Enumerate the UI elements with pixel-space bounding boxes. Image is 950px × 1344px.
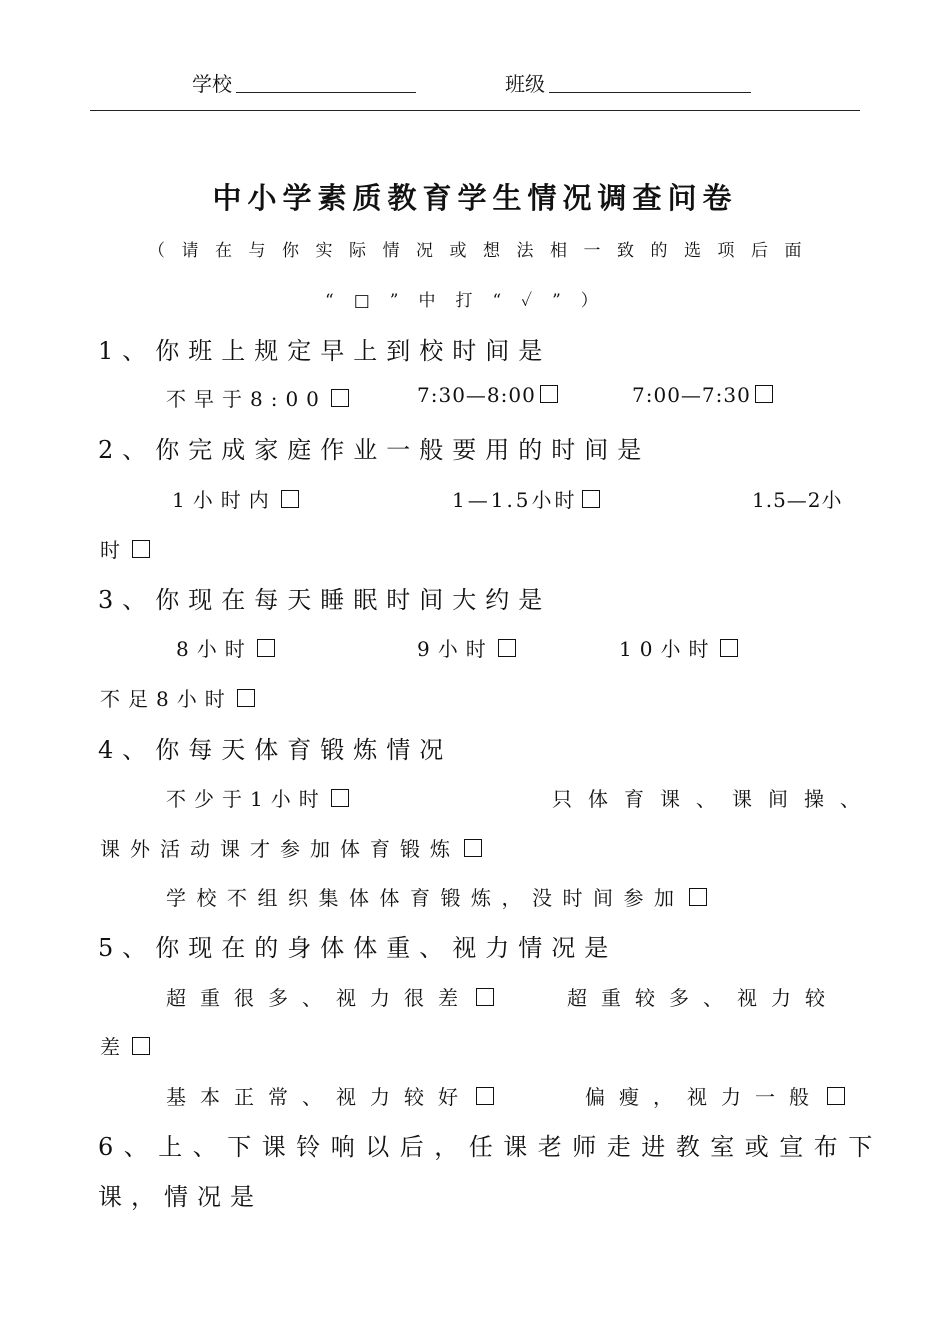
- checkbox[interactable]: [464, 839, 482, 857]
- question-3: 3、你现在每天睡眠时间大约是: [98, 586, 552, 614]
- checkbox[interactable]: [498, 639, 516, 657]
- question-1: 1、你班上规定早上到校时间是: [98, 337, 552, 365]
- question-6: 6、上、下课铃响以后，任课老师走进教室或宣布下: [98, 1133, 883, 1161]
- header-divider: [90, 110, 860, 111]
- option-q3-c[interactable]: 10小时: [619, 633, 738, 662]
- class-blank[interactable]: [549, 92, 751, 93]
- question-5: 5、你现在的身体体重、视力情况是: [98, 934, 618, 962]
- option-q5-d[interactable]: 偏瘦，视力一般: [585, 1081, 845, 1110]
- option-q4-a[interactable]: 不少于1小时: [166, 783, 349, 812]
- page-title: 中小学素质教育学生情况调查问卷: [212, 181, 738, 215]
- option-q5-c[interactable]: 基本正常、视力较好: [166, 1081, 494, 1110]
- checkbox[interactable]: [755, 385, 773, 403]
- school-blank[interactable]: [236, 92, 416, 93]
- checkbox[interactable]: [540, 385, 558, 403]
- option-q2-b[interactable]: 1—1.5小时: [452, 484, 600, 513]
- option-q3-d[interactable]: 不足8小时: [100, 683, 255, 712]
- question-6-cont: 课，情况是: [98, 1183, 263, 1211]
- checkbox[interactable]: [132, 540, 150, 558]
- checkbox[interactable]: [720, 639, 738, 657]
- option-q1-c[interactable]: 7:00—7:30: [632, 383, 773, 407]
- option-q5-a[interactable]: 超重很多、视力很差: [166, 982, 494, 1011]
- checkbox[interactable]: [827, 1087, 845, 1105]
- checkbox[interactable]: [582, 490, 600, 508]
- checkbox[interactable]: [281, 490, 299, 508]
- checkbox[interactable]: [476, 1087, 494, 1105]
- checkbox[interactable]: [331, 789, 349, 807]
- option-q1-a[interactable]: 不早于8:00: [166, 383, 349, 412]
- checkbox[interactable]: [331, 389, 349, 407]
- checkbox[interactable]: [132, 1037, 150, 1055]
- option-q4-b-cont[interactable]: 课外活动课才参加体育锻炼: [100, 833, 482, 862]
- option-q5-b-cont[interactable]: 差: [100, 1031, 150, 1060]
- checkbox[interactable]: [237, 689, 255, 707]
- option-q4-c[interactable]: 学校不组织集体体育锻炼，没时间参加: [166, 882, 707, 911]
- instruction-line-2: “□”中打“✓”）: [325, 291, 618, 311]
- option-q1-b[interactable]: 7:30—8:00: [417, 383, 558, 407]
- instruction-line-1: （请在与你实际情况或想法相一致的选项后面: [148, 241, 818, 261]
- class-label: 班级: [505, 72, 545, 96]
- checkbox[interactable]: [689, 888, 707, 906]
- option-q3-b[interactable]: 9小时: [417, 633, 516, 662]
- option-q2-c: 1.5—2小: [752, 488, 843, 512]
- option-q4-b: 只体育课、课间操、: [552, 787, 876, 811]
- option-q3-a[interactable]: 8小时: [176, 633, 275, 662]
- checkbox[interactable]: [476, 988, 494, 1006]
- option-q2-c-cont[interactable]: 时: [100, 534, 150, 563]
- option-q5-b: 超重较多、视力较: [567, 986, 839, 1010]
- school-label: 学校: [192, 72, 232, 96]
- question-4: 4、你每天体育锻炼情况: [98, 736, 453, 764]
- option-q2-a[interactable]: 1小时内: [172, 484, 299, 513]
- question-2: 2、你完成家庭作业一般要用的时间是: [98, 436, 651, 464]
- checkbox[interactable]: [257, 639, 275, 657]
